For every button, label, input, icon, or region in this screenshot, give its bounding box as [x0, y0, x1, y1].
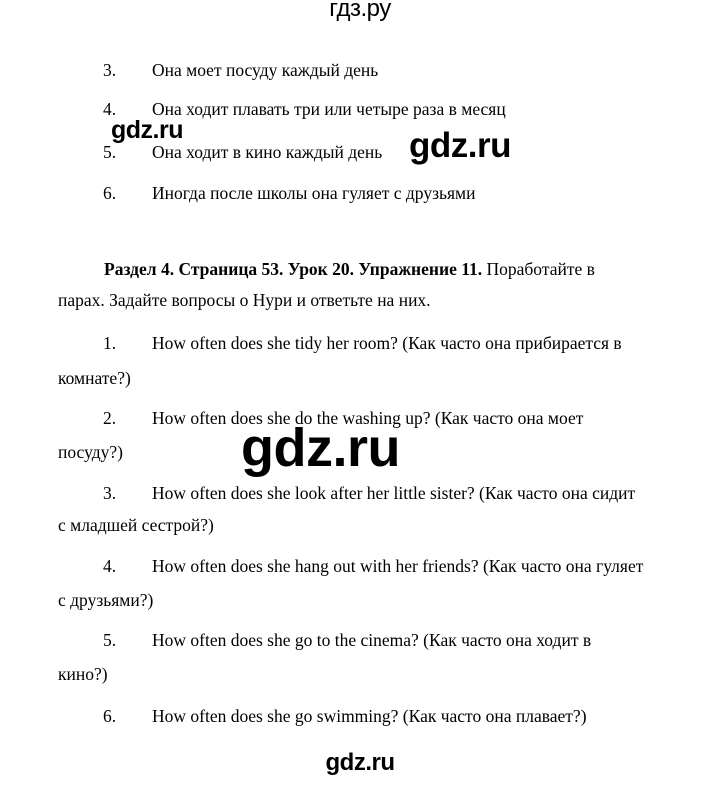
question-text: How often does she go to the cinema? (Как часто она ходит в	[152, 630, 592, 650]
question-number: 3.	[103, 483, 117, 503]
question-text-continued: с друзьями?)	[58, 590, 154, 610]
list-number: 4.	[103, 99, 117, 119]
watermark-bottom: gdz.ru	[325, 749, 395, 776]
question-text-continued: комнате?)	[58, 368, 131, 388]
list-text: Иногда после школы она гуляет с друзьями	[152, 183, 476, 203]
question-text-continued: кино?)	[58, 664, 108, 684]
question-text: How often does she go swimming? (Как часто она плавает?)	[152, 706, 587, 726]
question-text: How often does she hang out with her friends? (Как часто она гуляет	[152, 556, 644, 576]
question-number: 6.	[103, 706, 117, 726]
list-number: 6.	[103, 183, 117, 203]
exercise-heading-bold: Раздел 4. Страница 53. Урок 20. Упражнение 11.	[104, 259, 483, 279]
list-text: Она ходит в кино каждый день	[152, 142, 383, 162]
list-text: Она ходит плавать три или четыре раза в месяц	[152, 99, 506, 119]
question-text: How often does she do the washing up? (Как часто она моет	[152, 408, 584, 428]
watermark-right: gdz.ru	[409, 126, 511, 165]
question-number: 5.	[103, 630, 117, 650]
watermark-top: гдз.ру	[329, 0, 391, 22]
question-text-continued: посуду?)	[58, 442, 123, 462]
watermark-left: gdz.ru	[111, 116, 183, 144]
list-number: 3.	[103, 60, 117, 80]
question-text: How often does she tidy her room? (Как часто она прибирается в	[152, 333, 622, 353]
exercise-heading-rest: Поработайте в	[482, 259, 595, 279]
watermark-center: gdz.ru	[241, 418, 400, 478]
question-number: 1.	[103, 333, 117, 353]
question-text-continued: с младшей сестрой?)	[58, 515, 214, 535]
exercise-heading-continued: парах. Задайте вопросы о Нури и ответьте на них.	[58, 290, 431, 310]
question-text: How often does she look after her little sister? (Как часто она сидит	[152, 483, 636, 503]
question-number: 2.	[103, 408, 117, 428]
list-text: Она моет посуду каждый день	[152, 60, 379, 80]
list-number: 5.	[103, 142, 117, 162]
question-number: 4.	[103, 556, 117, 576]
exercise-heading	[104, 261, 595, 279]
